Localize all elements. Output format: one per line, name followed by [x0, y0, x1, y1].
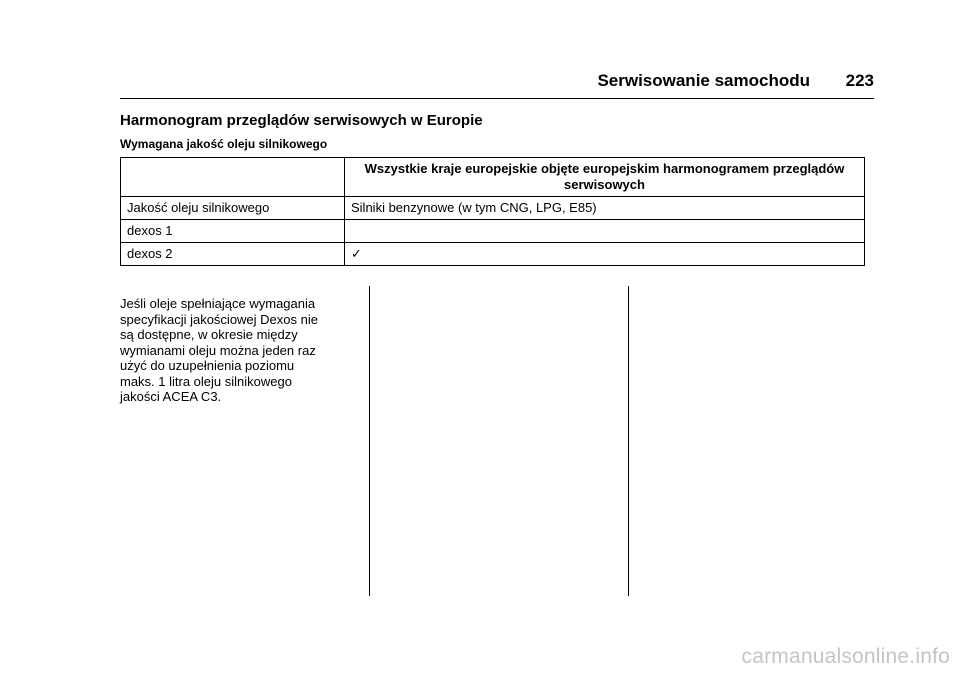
page-number: 223 — [845, 71, 874, 90]
watermark-text: carmanualsonline.info — [741, 645, 950, 668]
table-cell-value: Silniki benzynowe (w tym CNG, LPG, E85) — [345, 197, 865, 220]
table-cell-label: dexos 2 — [121, 243, 345, 266]
table-header-row — [121, 158, 865, 197]
table-row — [121, 220, 865, 243]
table-header-cell-region: Wszystkie kraje europejskie objęte europejskim harmonogramem przeglądów serwisowych — [345, 158, 865, 197]
paragraph-line: specyfikacji jakościowej Dexos nie — [120, 311, 318, 327]
oil-note-paragraph — [120, 296, 360, 405]
section-title: Harmonogram przeglądów serwisowych w Europie — [120, 112, 483, 129]
table-cell-value — [345, 220, 865, 243]
table-row — [121, 243, 865, 266]
header-divider — [120, 98, 874, 99]
paragraph-line: Jeśli oleje spełniające wymagania — [120, 296, 316, 311]
table-caption: Wymagana jakość oleju silnikowego — [120, 137, 328, 151]
paragraph-line: maks. 1 litra oleju silnikowego — [120, 373, 292, 389]
oil-quality-table — [120, 157, 865, 266]
paragraph-line: wymianami oleju można jeden raz — [120, 342, 316, 358]
paragraph-line: są dostępne, w okresie między — [120, 327, 298, 342]
paragraph-line: użyć do uzupełnienia poziomu — [120, 358, 295, 373]
table-cell-label: dexos 1 — [121, 220, 345, 243]
page-header-title: Serwisowanie samochodu — [597, 71, 810, 90]
table-header-cell-empty — [121, 158, 345, 197]
column-divider — [369, 286, 370, 596]
table-cell-label: Jakość oleju silnikowego — [121, 197, 345, 220]
column-divider — [628, 286, 629, 596]
paragraph-line: jakości ACEA C3. — [120, 389, 222, 404]
checkmark-icon: ✓ — [345, 243, 865, 266]
table-row — [121, 197, 865, 220]
